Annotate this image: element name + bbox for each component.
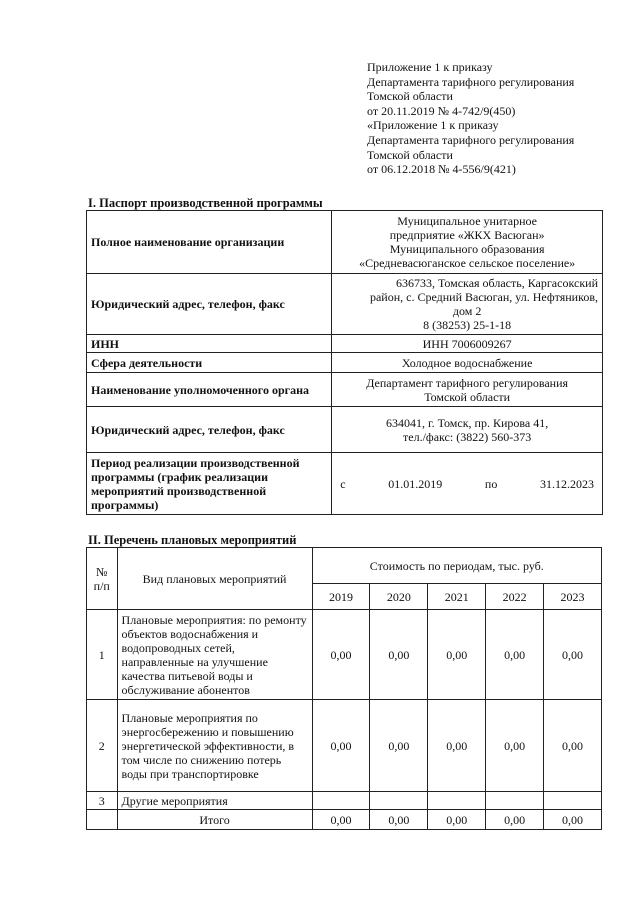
row-label: Полное наименование организации	[87, 211, 332, 274]
row-value	[544, 792, 602, 810]
table-row	[87, 335, 603, 353]
row-value	[428, 792, 486, 810]
row-value: 0,00	[486, 700, 544, 792]
row-value	[312, 792, 370, 810]
row-value	[370, 792, 428, 810]
value-line: дом 2	[452, 304, 482, 318]
row-label: Наименование уполномоченного органа	[87, 373, 332, 407]
total-value: 0,00	[428, 810, 486, 830]
row-label: Сфера деятельности	[87, 353, 332, 373]
total-value: 0,00	[544, 810, 602, 830]
section1-title: I. Паспорт производственной программы	[88, 196, 323, 210]
header-line: Томской области	[367, 89, 453, 104]
total-label: Итого	[117, 810, 312, 830]
year-header: 2022	[486, 584, 544, 610]
row-value: 0,00	[370, 610, 428, 700]
row-value: 0,00	[312, 700, 370, 792]
value-line: Муниципальное унитарное	[397, 214, 537, 228]
row-value: 0,00	[428, 610, 486, 700]
table-row	[87, 373, 603, 407]
row-value: 0,00	[312, 610, 370, 700]
total-value: 0,00	[486, 810, 544, 830]
year-header: 2023	[544, 584, 602, 610]
header-line: Приложение 1 к приказу	[367, 60, 493, 74]
table-row	[87, 453, 603, 515]
row-value: 0,00	[544, 610, 602, 700]
row-num: 2	[87, 700, 118, 792]
row-value	[332, 373, 603, 407]
value-line: 636733, Томская область, Каргасокский	[395, 276, 598, 290]
year-header: 2021	[428, 584, 486, 610]
table-row	[87, 792, 602, 810]
period-to-date: 31.12.2023	[539, 476, 594, 491]
col-name-header: Вид плановых мероприятий	[117, 548, 312, 610]
row-value: 0,00	[428, 700, 486, 792]
table-header-row	[87, 548, 602, 584]
table-row	[87, 407, 603, 453]
value-line: Департамент тарифного регулирования	[366, 375, 569, 390]
total-num	[87, 810, 118, 830]
period-label: Период реализации производственной программы (график реализации мероприятий производственной программы)	[87, 453, 332, 515]
value-line: «Средневасюганское сельское поселение»	[359, 256, 576, 270]
row-value: 0,00	[486, 610, 544, 700]
table-row	[87, 700, 602, 792]
plans-table	[86, 547, 602, 830]
header-line: Томской области	[367, 147, 453, 162]
col-cost-header: Стоимость по периодам, тыс. руб.	[312, 548, 601, 584]
row-label: ИНН	[87, 335, 332, 353]
year-header: 2019	[312, 584, 370, 610]
row-num: 1	[87, 610, 118, 700]
row-name: Другие мероприятия	[117, 792, 312, 810]
passport-table	[86, 210, 603, 515]
row-num: 3	[87, 792, 118, 810]
header-line: «Приложение 1 к приказу	[367, 118, 499, 133]
value-line: Муниципального образования	[389, 242, 545, 256]
row-value	[332, 274, 603, 335]
row-name: Плановые мероприятия по энергосбережению и повышению энергетической эффективности, в том числе по снижению потерь воды при транспортировке	[117, 700, 312, 792]
year-header: 2020	[370, 584, 428, 610]
period-to-word: по	[484, 476, 498, 491]
header-line: Департамента тарифного регулирования	[367, 132, 575, 147]
row-label: Юридический адрес, телефон, факс	[87, 407, 332, 453]
order-header	[367, 60, 617, 177]
period-from-word: с	[340, 476, 346, 491]
row-value	[332, 407, 603, 453]
row-label: Юридический адрес, телефон, факс	[87, 274, 332, 335]
table-row	[87, 353, 603, 373]
value-line: 634041, г. Томск, пр. Кирова 41,	[386, 415, 549, 430]
value-line: тел./факс: (3822) 560-373	[403, 429, 532, 444]
total-value: 0,00	[370, 810, 428, 830]
total-value: 0,00	[312, 810, 370, 830]
total-row	[87, 810, 602, 830]
row-value	[486, 792, 544, 810]
section2-title: II. Перечень плановых мероприятий	[88, 533, 297, 547]
table-row	[87, 274, 603, 335]
row-value: Холодное водоснабжение	[332, 353, 603, 373]
table-row	[87, 610, 602, 700]
row-value: ИНН 7006009267	[332, 335, 603, 353]
value-line: район, с. Средний Васюган, ул. Нефтяников,	[369, 290, 598, 304]
value-line: предприятие «ЖКХ Васюган»	[389, 228, 545, 242]
col-num-header: № п/п	[87, 548, 118, 610]
period-value	[332, 453, 603, 515]
period-from-date: 01.01.2019	[388, 476, 443, 491]
row-name: Плановые мероприятия: по ремонту объектов водоснабжения и водопроводных сетей, направленные на улучшение качества питьевой воды и обслуживание абонентов	[117, 610, 312, 700]
header-line: от 06.12.2018 № 4-556/9(421)	[367, 162, 516, 177]
row-value: 0,00	[544, 700, 602, 792]
header-line: Департамента тарифного регулирования	[367, 74, 575, 89]
row-value: 0,00	[370, 700, 428, 792]
table-row	[87, 211, 603, 274]
row-value	[332, 211, 603, 274]
header-line: от 20.11.2019 № 4-742/9(450)	[367, 103, 516, 118]
value-line: Томской области	[424, 389, 511, 404]
value-line: 8 (38253) 25-1-18	[423, 318, 512, 332]
